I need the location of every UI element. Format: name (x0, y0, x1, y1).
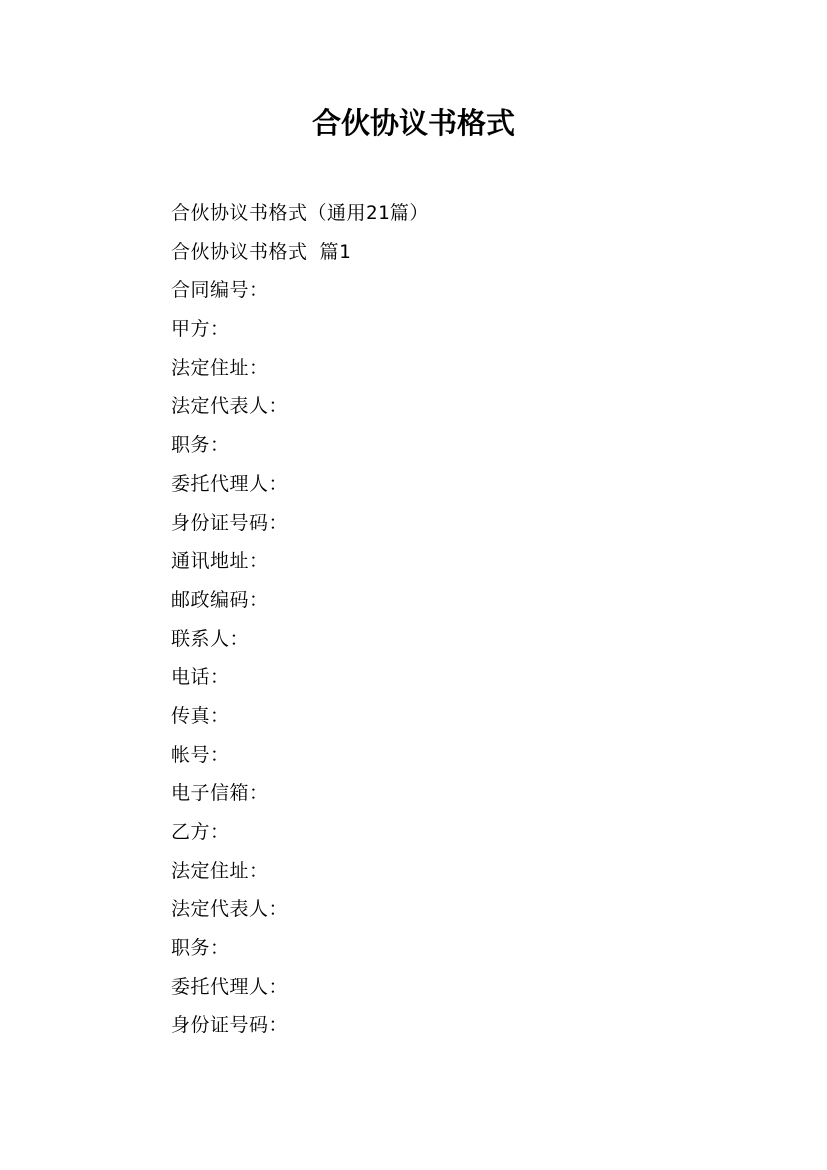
party-a-fax-line: 传真： (171, 704, 230, 727)
party-b-legal-rep-line: 法定代表人： (171, 898, 289, 921)
document-body (171, 194, 771, 1045)
party-a-address-line: 法定住址： (171, 356, 269, 379)
section-heading-line: 合伙协议书格式 篇1 (171, 240, 351, 263)
contract-number-line: 合同编号： (171, 279, 269, 302)
party-a-line: 甲方： (171, 318, 230, 341)
party-a-phone-line: 电话： (171, 666, 230, 689)
party-b-id-number-line: 身份证号码： (171, 1014, 289, 1037)
party-b-line: 乙方： (171, 821, 230, 843)
party-a-position-line: 职务： (171, 434, 230, 457)
party-a-postal-code-line: 邮政编码： (171, 588, 269, 611)
party-a-id-number-line: 身份证号码： (171, 511, 289, 534)
party-a-agent-line: 委托代理人： (171, 472, 289, 495)
subtitle-line: 合伙协议书格式（通用21篇） (171, 202, 429, 224)
party-b-position-line: 职务： (171, 937, 230, 960)
party-a-legal-rep-line: 法定代表人： (171, 395, 289, 418)
party-a-mailing-address-line: 通讯地址： (171, 550, 269, 573)
party-a-contact-line: 联系人： (171, 627, 250, 650)
document-title: 合伙协议书格式 (311, 106, 515, 140)
party-b-agent-line: 委托代理人： (171, 975, 289, 998)
party-a-account-line: 帐号： (171, 743, 230, 766)
party-a-email-line: 电子信箱： (171, 782, 269, 805)
party-b-address-line: 法定住址： (171, 859, 269, 882)
